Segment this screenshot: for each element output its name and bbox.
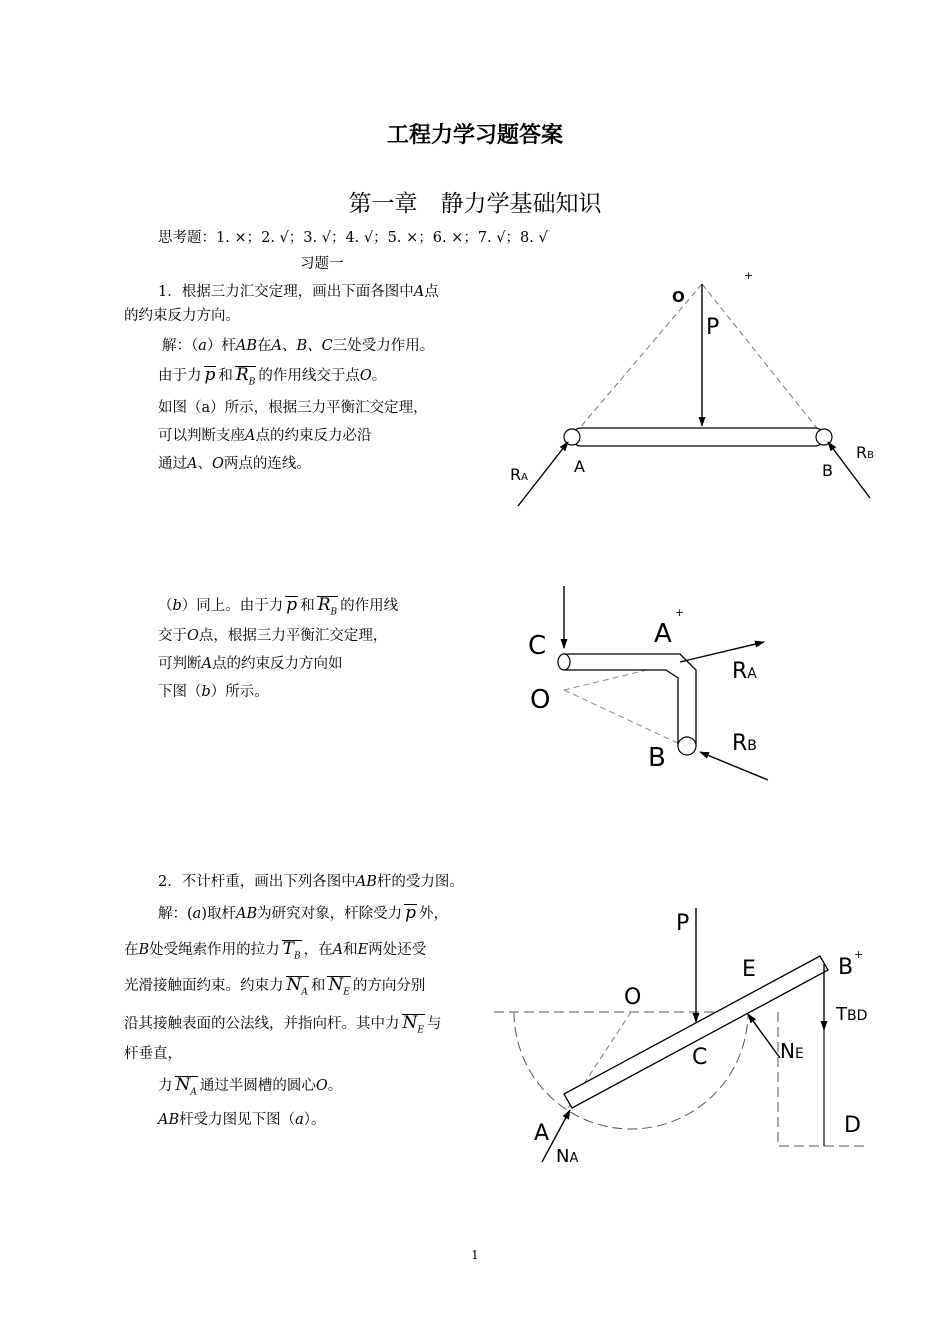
q1-b-line3: 可判断A点的约束反力方向如 xyxy=(158,656,343,672)
label-b: B xyxy=(648,743,666,773)
label-o: O xyxy=(672,288,685,306)
q2-line2: 解：(a)取杆AB为研究对象，杆除受力 p 外， xyxy=(158,903,449,923)
q2-line8: AB杆受力图见下图（a）。 xyxy=(158,1112,326,1128)
label-tbd: TBD xyxy=(836,1004,868,1025)
figure-c xyxy=(490,898,880,1170)
mark-plus: + xyxy=(744,269,754,282)
line-bo xyxy=(702,284,824,437)
force-ne-arrow xyxy=(748,1014,780,1058)
label-o: O xyxy=(530,685,551,715)
label-rb: RB xyxy=(856,443,874,462)
vector-p: p xyxy=(405,903,417,923)
q1-line1: 1．根据三力汇交定理，画出下面各图中A点 xyxy=(158,284,439,300)
label-b: B xyxy=(822,461,833,480)
label-na: NA xyxy=(556,1146,579,1167)
page-number: 1 xyxy=(471,1248,479,1262)
vector-rb: $R_B$ xyxy=(235,366,256,390)
label-p: P xyxy=(676,911,690,936)
figure-a xyxy=(500,262,890,522)
label-a: A xyxy=(654,619,672,649)
q1-a-line3: 如图（a）所示，根据三力平衡汇交定理， xyxy=(158,400,428,416)
label-p: P xyxy=(706,315,720,340)
vector-na: $N_A$ xyxy=(286,976,309,1000)
q1-a-line4: 可以判断支座A点的约束反力必沿 xyxy=(158,428,372,444)
mark-plus: + xyxy=(854,948,864,961)
thinking-answers: 思考题：1. ×；2. √；3. √；4. √；5. ×；6. ×；7. √；8. √ xyxy=(158,230,548,246)
label-a: A xyxy=(574,457,585,476)
vector-tb: $T_B$ xyxy=(282,940,302,964)
q1-b-line1: （b）同上。由于力 p 和 $R_B$ 的作用线 xyxy=(158,596,398,620)
pin-b xyxy=(678,737,696,755)
pin-b xyxy=(816,429,832,445)
vector-ne: $N_E$ xyxy=(327,976,350,1000)
bent-bar xyxy=(564,654,696,746)
document-title: 工程力学习题答案 xyxy=(386,123,563,148)
q2-line1: 2．不计杆重，画出下列各图中AB杆的受力图。 xyxy=(158,874,464,890)
q2-line7: 力 $N_A$ 通过半圆槽的圆心O。 xyxy=(158,1076,342,1100)
label-ra: RA xyxy=(510,465,528,484)
vector-p: p xyxy=(286,595,298,615)
exercise-heading: 习题一 xyxy=(300,256,344,272)
label-o: O xyxy=(624,985,642,1010)
q2-line3: 在B处受绳索作用的拉力 $T_B$ ，在A和E两处还受 xyxy=(124,940,426,964)
q1-b-line2: 交于O点，根据三力平衡汇交定理， xyxy=(158,628,388,644)
mark-plus: + xyxy=(675,606,685,619)
label-c: C xyxy=(692,1045,708,1070)
label-ne: NE xyxy=(780,1039,804,1063)
force-rb-arrow xyxy=(700,752,768,780)
q1-a-line1: 解：（a）杆AB在A、B、C三处受力作用。 xyxy=(162,338,435,354)
bar-ab xyxy=(572,428,824,446)
label-e: E xyxy=(742,957,756,982)
q2-line5: 沿其接触表面的公法线，并指向杆。其中力 $N_E$ 与 xyxy=(124,1014,441,1038)
q1-a-line5: 通过A、O两点的连线。 xyxy=(158,456,311,472)
chapter-title: 第一章 静力学基础知识 xyxy=(348,191,602,217)
label-rb: RB xyxy=(732,731,757,756)
label-ra: RA xyxy=(732,659,757,684)
label-c: C xyxy=(528,631,547,661)
q1-a-line2: 由于力 p 和 $R_B$ 的作用线交于点O。 xyxy=(158,366,386,390)
vector-p: p xyxy=(204,365,216,385)
vector-na: $N_A$ xyxy=(175,1076,198,1100)
q1-b-line4: 下图（b）所示。 xyxy=(158,684,269,700)
force-ra-arrow xyxy=(680,642,764,662)
figure-b xyxy=(520,580,780,785)
q2-line4: 光滑接触面约束。约束力 $N_A$ 和 $N_E$ 的方向分别 xyxy=(124,976,425,1000)
vector-ne: $N_E$ xyxy=(402,1014,425,1038)
q2-line6: 杆垂直， xyxy=(124,1046,182,1062)
vector-rb: $R_B$ xyxy=(317,596,338,620)
q1-line2: 的约束反力方向。 xyxy=(124,308,240,324)
pin-c xyxy=(558,654,570,670)
pin-a xyxy=(564,429,580,445)
label-d: D xyxy=(844,1113,861,1138)
label-b: B xyxy=(838,955,854,980)
line-ao xyxy=(572,284,702,437)
label-a: A xyxy=(534,1121,550,1146)
line-ob xyxy=(564,690,684,746)
